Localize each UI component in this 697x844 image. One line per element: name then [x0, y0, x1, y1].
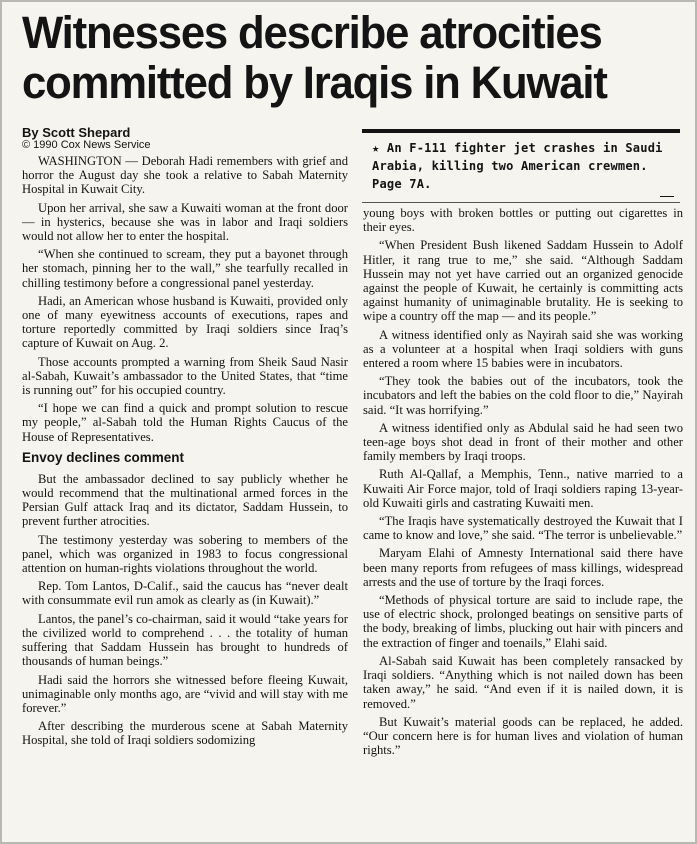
- paragraph: Upon her arrival, she saw a Kuwaiti woman at the front door — in hysterics, because she was in labor and Iraqi soldiers would not allow her to enter the hospital.: [22, 200, 348, 244]
- headline: [22, 8, 667, 108]
- paragraph: A witness identified only as Nayirah said she was working as a volunteer at a hospital when Iraqi soldiers with guns entered a room where 15 babies were in incubators.: [363, 327, 683, 371]
- paragraph: “When she continued to scream, they put a bayonet through her stomach, pinning her to the wall,” she tearfully recalled in chilling testimony before a congressional panel yesterday.: [22, 247, 348, 290]
- paragraph: A witness identified only as Abdulal said he had seen two teen-age boys shot dead in front of their mother and other family members by Iraqi troops.: [363, 420, 683, 464]
- left-column: [22, 154, 348, 752]
- paragraph: Hadi, an American whose husband is Kuwaiti, provided only one of many eyewitness accounts of executions, rapes and torture reportedly committed by Iraqi soldiers since Iraq’s capture of Kuwait on Aug. 2.: [22, 293, 348, 351]
- headline-line-1: Witnesses describe atrocities: [22, 7, 602, 58]
- teaser-text: ★ An F-111 fighter jet crashes in Saudi Arabia, killing two American crewmen. Page 7A.: [372, 141, 663, 191]
- paragraph: Al-Sabah said Kuwait has been completely ransacked by Iraqi soldiers. “Anything which is not nailed down has been taken away,” he said. “And even if it is nailed down, it is removed.”: [363, 653, 683, 711]
- paragraph: “When President Bush likened Saddam Hussein to Adolf Hitler, it rang true to me,” she said. “Although Saddam Hussein may not yet have carried out an organized genocide against the people of Kuwait, he certainly is committing acts against humanity of unimaginable brutality. He is seeking to wipe a country off the map — and its people.”: [363, 238, 683, 324]
- teaser-rule: [660, 196, 674, 197]
- paragraph: Lantos, the panel’s co-chairman, said it would “take years for the civilized world to comprehend . . . the totality of human suffering that Saddam Hussein has brought to hundreds of thousands of human beings.”: [22, 611, 348, 669]
- paragraph: “I hope we can find a quick and prompt solution to rescue my people,” al-Sabah told the Human Rights Caucus of the House of Representatives.: [22, 401, 348, 444]
- paragraph: Those accounts prompted a warning from Sheik Saud Nasir al-Sabah, Kuwait’s ambassador to the United States, that “time is running out” for his occupied country.: [22, 354, 348, 398]
- paragraph: WASHINGTON — Deborah Hadi remembers with grief and horror the August day she took a relative to Sabah Maternity Hospital in Kuwait City.: [22, 154, 348, 197]
- paragraph: “The Iraqis have systematically destroyed the Kuwait that I came to know and love,” she said. “The terror is unbelievable.”: [363, 514, 683, 543]
- byline: By Scott Shepard: [22, 125, 131, 140]
- paragraph: “Methods of physical torture are said to include rape, the use of electric shock, prolonged beatings on sensitive parts of the body, breaking of limbs, plucking out hair with pincers and the extraction of finger and toenails,” Elahi said.: [363, 593, 683, 650]
- paragraph: Ruth Al-Qallaf, a Memphis, Tenn., native married to a Kuwaiti Air Force major, told of Iraqi soldiers raping 13-year-old Kuwaiti girls and castrating Kuwaiti men.: [363, 467, 683, 510]
- paragraph: “They took the babies out of the incubators, took the incubators and left the babies on the cold floor to die,” Nayirah said. “It was horrifying.”: [363, 374, 683, 417]
- copyright-credit: © 1990 Cox News Service: [22, 139, 151, 151]
- paragraph: After describing the murderous scene at Sabah Maternity Hospital, she told of Iraqi soldiers sodomizing: [22, 719, 348, 748]
- headline-line-2: committed by Iraqis in Kuwait: [22, 57, 607, 108]
- teaser-box: [362, 129, 680, 193]
- paragraph: young boys with broken bottles or putting out cigarettes in their eyes.: [363, 206, 683, 235]
- paragraph: The testimony yesterday was sobering to members of the panel, which was organized in 1983 to focus congressional attention on human-rights violations throughout the world.: [22, 532, 348, 576]
- right-column: [363, 206, 683, 761]
- subhead: Envoy declines comment: [22, 449, 185, 465]
- paragraph: Rep. Tom Lantos, D-Calif., said the caucus has “never dealt with consummate evil run amok as clearly as (in Kuwait).”: [22, 579, 348, 608]
- teaser-divider: [362, 202, 680, 203]
- paragraph: Maryam Elahi of Amnesty International said there have been many reports from refugees of mass killings, widespread arrests and the use of torture by the Iraqi forces.: [363, 546, 683, 589]
- paragraph: But Kuwait’s material goods can be replaced, he added. “Our concern here is for human lives and violation of human rights.”: [363, 714, 683, 758]
- paragraph: But the ambassador declined to say publicly whether he would recommend that the multinational armed forces in the Persian Gulf attack Iraq and its dictator, Saddam Hussein, to prevent further atrocities.: [22, 471, 348, 529]
- paragraph: Hadi said the horrors she witnessed before fleeing Kuwait, unimaginable only months ago, are “vivid and will stay with me forever.”: [22, 672, 348, 715]
